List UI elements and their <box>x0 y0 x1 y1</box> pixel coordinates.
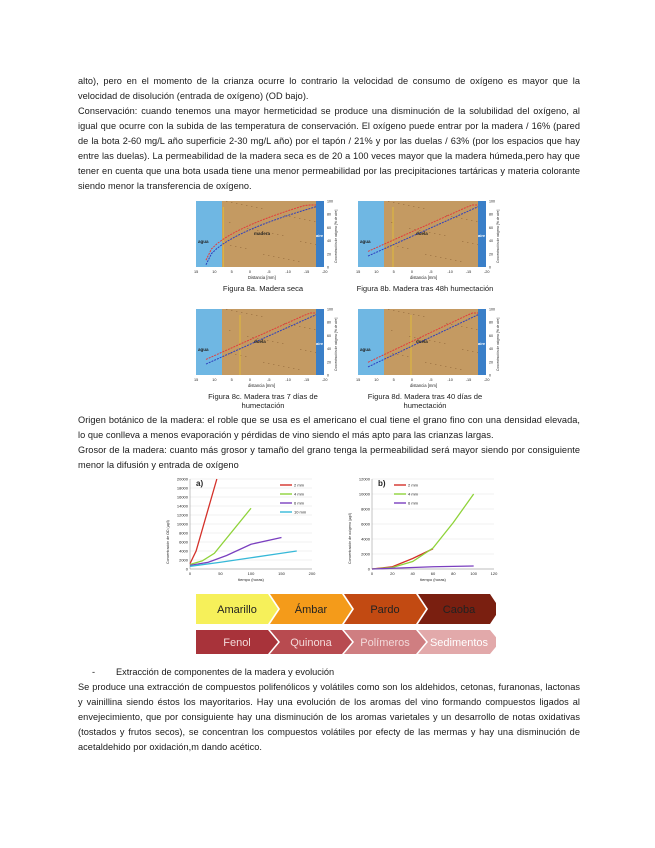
wood-grain <box>398 311 399 312</box>
label-wood: madera <box>254 231 271 236</box>
wood-grain <box>261 208 262 209</box>
x-tick-label: -20 <box>484 270 490 274</box>
wood-grain <box>414 337 415 338</box>
wood-grain <box>456 217 457 218</box>
wood-grain <box>288 367 289 368</box>
wood-grain <box>267 340 268 341</box>
x-tick-label: 15 <box>356 270 361 274</box>
wood-grain <box>305 350 306 351</box>
x-tick-label: 80 <box>451 571 456 576</box>
y-tick-label: 12000 <box>358 476 370 482</box>
y-tick-label: 6000 <box>179 539 188 545</box>
y-tick-label: 4000 <box>361 536 370 542</box>
y-tick-label: 2000 <box>179 557 188 563</box>
legend-label: 2 mm <box>294 482 304 488</box>
x-tick-label: 0 <box>248 378 251 382</box>
wood-grain <box>293 368 294 369</box>
wood-grain <box>256 315 257 316</box>
water-region <box>196 309 222 375</box>
x-tick-label: 150 <box>278 571 285 576</box>
wood-grain <box>314 329 315 330</box>
wood-grain <box>272 341 273 342</box>
series-line-6mm <box>190 538 282 566</box>
wood-grain <box>272 233 273 234</box>
x-tick-label: -20 <box>322 378 328 382</box>
x-axis-label: tiempo (horas) <box>238 577 264 582</box>
chart-a <box>164 473 324 591</box>
x-tick-label: 0 <box>248 270 251 274</box>
x-tick-label: -15 <box>465 270 472 274</box>
wood-grain <box>247 228 248 229</box>
x-tick-label: -5 <box>429 270 433 274</box>
wood-grain <box>294 325 295 326</box>
wood-grain <box>246 313 247 314</box>
x-tick-label: 10 <box>374 378 379 382</box>
wood-grain <box>388 309 389 310</box>
x-tick-label: -15 <box>465 378 472 382</box>
wood-grain <box>434 233 435 234</box>
x-tick-label: 10 <box>212 270 217 274</box>
y-tick-label: 18000 <box>176 485 188 491</box>
wood-grain <box>388 201 389 202</box>
series-line-4mm <box>190 508 251 564</box>
y-tick-label: 100 <box>327 199 333 204</box>
wood-grain <box>261 316 262 317</box>
wood-grain <box>440 365 441 366</box>
legend-label: 2 mm <box>408 482 418 488</box>
y-tick-label: 80 <box>489 212 493 217</box>
x-tick-label: 40 <box>410 571 415 576</box>
wood-grain <box>251 314 252 315</box>
wood-grain <box>282 343 283 344</box>
y-axis-label: Concentración de oxígeno [% de aire] <box>496 317 500 371</box>
wood-grain <box>445 258 446 259</box>
wood-grain <box>268 255 269 256</box>
x-tick-label: -15 <box>303 270 310 274</box>
figure-grid-wood-oxygen <box>188 197 498 413</box>
x-tick-label: 200 <box>308 571 316 576</box>
y-tick-label: 40 <box>489 239 493 244</box>
wood-grain <box>429 232 430 233</box>
paragraph-origen: Origen botánico de la madera: el roble que se usa es el americano el cual tiene el grano fino con una densidad elevada, lo que conlleva a menos evaporación y pérdidas de vino siendo el más apto para las crianzas largas. <box>78 415 580 440</box>
y-tick-label: 10000 <box>358 491 370 497</box>
x-tick-label: 15 <box>356 378 361 382</box>
wood-grain <box>407 356 408 357</box>
wood-grain <box>256 207 257 208</box>
x-tick-label: 0 <box>188 571 192 576</box>
label-agua: agua <box>198 347 209 352</box>
x-tick-label: 60 <box>430 571 436 576</box>
wood-grain <box>462 349 463 350</box>
y-tick-label: 100 <box>489 307 495 312</box>
wood-grain <box>263 362 264 363</box>
x-tick-label: 0 <box>370 571 374 576</box>
wood-grain <box>397 354 398 355</box>
y-tick-label: 80 <box>327 212 331 217</box>
wood-grain <box>283 366 284 367</box>
wood-grain <box>246 205 247 206</box>
wood-grain <box>289 216 290 217</box>
wood-grain <box>439 342 440 343</box>
figure-8d <box>350 305 500 410</box>
wood-grain <box>451 216 452 217</box>
x-axis-label: distancia [mm] <box>248 383 275 388</box>
wood-grain <box>435 364 436 365</box>
x-axis-label: Distancia [mm] <box>248 275 276 280</box>
water-region <box>196 201 222 267</box>
wood-grain <box>471 328 472 329</box>
wood-grain <box>460 261 461 262</box>
x-tick-label: 15 <box>194 270 199 274</box>
y-tick-label: 80 <box>327 320 331 325</box>
chevron-bottom-label: Sedimentos <box>429 637 489 649</box>
wood-grain <box>450 259 451 260</box>
thickness-charts <box>164 473 514 591</box>
y-tick-label: 0 <box>367 566 370 572</box>
chevron-bottom-label: Quinona <box>290 637 332 649</box>
y-tick-label: 0 <box>489 373 491 378</box>
chart-b <box>346 473 506 591</box>
figure-8b <box>350 197 500 293</box>
wood-grain <box>393 202 394 203</box>
chevron-top-label: Pardo <box>370 604 400 616</box>
label-agua: agua <box>198 239 209 244</box>
wood-grain <box>451 324 452 325</box>
chart-title: a) <box>196 479 204 488</box>
wood-grain <box>314 221 315 222</box>
y-tick-label: 60 <box>489 333 493 338</box>
wood-grain <box>294 217 295 218</box>
wood-grain <box>230 245 231 246</box>
y-tick-label: 4000 <box>179 548 188 554</box>
wood-grain <box>450 367 451 368</box>
wood-grain <box>304 219 305 220</box>
label-aire: aire <box>478 233 486 238</box>
paragraph-conservacion: Conservación: cuando tenemos una mayor hermeticidad se produce una disminución de la solubilidad del oxígeno, al igual que ocurre con la subida de las temperatura de conservación. El oxígeno puede entrar por la madera / 16% (pared de la bota 2-60 mg/L año superficie 2-30 mg/L año) por el tapón / 21% y por las duelas / 63% (por los espacios que hay entre las duelas). La permeabilidad de la madera seca es de 20 a 100 veces mayor que la madera húmeda,pero hay que tener en cuenta que una bota usada tiene una menor permeabilidad por las precipitaciones tartáricas y materia colorante siendo menor la transferencia de oxígeno. <box>78 106 580 191</box>
wood-grain <box>231 202 232 203</box>
wood-grain <box>462 241 463 242</box>
profile-plot <box>188 197 338 283</box>
wood-grain <box>236 311 237 312</box>
y-tick-label: 60 <box>327 225 331 230</box>
legend-label: 4 mm <box>294 491 304 497</box>
y-axis-label: Concentración de OD (µg/l) <box>166 520 170 564</box>
wood-grain <box>407 248 408 249</box>
wood-grain <box>309 328 310 329</box>
x-tick-label: -20 <box>322 270 328 274</box>
wood-grain <box>439 234 440 235</box>
wood-grain <box>282 235 283 236</box>
wood-grain <box>226 309 227 310</box>
y-tick-label: 100 <box>327 307 333 312</box>
x-tick-label: 10 <box>212 378 217 382</box>
wood-grain <box>229 330 230 331</box>
wood-grain <box>392 353 393 354</box>
wood-grain <box>289 324 290 325</box>
wood-grain <box>476 329 477 330</box>
wood-grain <box>241 204 242 205</box>
wood-grain <box>472 243 473 244</box>
wood-grain <box>231 310 232 311</box>
x-tick-label: 20 <box>390 571 395 576</box>
x-tick-label: -5 <box>267 270 271 274</box>
wood-grain <box>444 235 445 236</box>
figure-caption: Figura 8d. Madera tras 40 días de humectación <box>367 392 483 410</box>
y-tick-label: 8000 <box>179 530 188 536</box>
y-tick-label: 12000 <box>176 512 188 518</box>
document-page <box>78 74 580 755</box>
wood-grain <box>309 220 310 221</box>
wood-grain <box>403 204 404 205</box>
chevron-bottom-label: Polímeros <box>360 637 410 649</box>
figure-caption: Figura 8c. Madera tras 7 días de humectación <box>208 392 318 410</box>
y-tick-label: 16000 <box>176 494 188 500</box>
wood-grain <box>245 248 246 249</box>
y-tick-label: 20 <box>489 360 493 365</box>
wood-grain <box>229 222 230 223</box>
profile-plot <box>350 197 500 283</box>
wood-grain <box>430 363 431 364</box>
wood-grain <box>235 354 236 355</box>
x-tick-label: 100 <box>470 571 478 576</box>
wood-grain <box>393 310 394 311</box>
water-region <box>358 201 384 267</box>
wood-grain <box>444 343 445 344</box>
bullet-dash: - <box>92 667 96 677</box>
wood-grain <box>305 242 306 243</box>
y-tick-label: 0 <box>327 373 329 378</box>
wood-grain <box>423 316 424 317</box>
wood-grain <box>299 326 300 327</box>
legend-label: 10 mm <box>294 509 307 515</box>
paragraph-extraccion: Se produce una extracción de compuestos polifenólicos y volátiles como son los aldehidos, cetonas, furanonas, lactonas y vainillina siendo éstos los mayoritarios. Hay una evolución de los aromas del vino formando compuestos ligados al envejecimiento, que por consiguiente hay una disminución de los aromas varietales y un desarrollo de notas oxidativas (tostados y frutos secos), se concentran los compuestos volátiles por efecty de las mermas y hay una disminución de acetaldehido por oxidación,m dando acético. <box>78 682 580 752</box>
wood-grain <box>298 369 299 370</box>
x-tick-label: 5 <box>392 270 395 274</box>
wood-grain <box>429 340 430 341</box>
wood-grain <box>278 365 279 366</box>
wood-grain <box>423 208 424 209</box>
x-axis-label: distancia [mm] <box>410 383 437 388</box>
wood-grain <box>288 259 289 260</box>
y-tick-label: 20000 <box>176 476 188 482</box>
figure-caption: Figura 8a. Madera seca <box>222 284 304 293</box>
wood-grain <box>460 369 461 370</box>
chart-title: b) <box>378 479 386 488</box>
wood-grain <box>408 313 409 314</box>
wood-grain <box>455 368 456 369</box>
x-tick-label: 50 <box>218 571 223 576</box>
wood-grain <box>251 206 252 207</box>
wood-grain <box>398 203 399 204</box>
label-aire: aire <box>478 341 486 346</box>
x-tick-label: -10 <box>285 378 291 382</box>
wood-grain <box>283 258 284 259</box>
wood-grain <box>391 330 392 331</box>
wood-grain <box>277 342 278 343</box>
wood-grain <box>413 314 414 315</box>
y-tick-label: 20 <box>489 252 493 257</box>
figure-8c <box>188 305 338 410</box>
x-tick-label: -5 <box>429 378 433 382</box>
wood-grain <box>245 356 246 357</box>
bullet-text: Extracción de componentes de la madera y evolución <box>116 667 335 677</box>
legend-label: 6 mm <box>294 500 304 506</box>
wood-grain <box>226 201 227 202</box>
chevron-top-label: Ámbar <box>294 604 328 616</box>
legend-label: 4 mm <box>408 491 418 497</box>
wood-grain <box>430 255 431 256</box>
figure-8a <box>188 197 338 293</box>
y-tick-label: 100 <box>489 199 495 204</box>
wood-grain <box>472 351 473 352</box>
y-tick-label: 40 <box>489 347 493 352</box>
x-tick-label: -10 <box>447 378 453 382</box>
wood-grain <box>298 261 299 262</box>
y-tick-label: 8000 <box>361 506 370 512</box>
x-tick-label: -20 <box>484 378 490 382</box>
y-tick-label: 40 <box>327 347 331 352</box>
wood-grain <box>241 312 242 313</box>
wood-grain <box>247 336 248 337</box>
wood-grain <box>434 341 435 342</box>
label-wood: duela <box>416 231 428 236</box>
wood-grain <box>277 234 278 235</box>
x-tick-label: 10 <box>374 270 379 274</box>
x-tick-label: -15 <box>303 378 310 382</box>
series-line-4mm <box>372 491 474 569</box>
y-tick-label: 0 <box>327 265 329 270</box>
wood-grain <box>402 247 403 248</box>
paragraph-grosor: Grosor de la madera: cuanto más grosor y tamaño del grano tenga la permeabilidad será mayor siendo por consiguiente menor la difusión y entrada de oxígeno <box>78 445 580 470</box>
wood-grain <box>273 256 274 257</box>
wood-grain <box>300 241 301 242</box>
wood-grain <box>284 215 285 216</box>
wood-grain <box>471 220 472 221</box>
y-tick-label: 60 <box>489 225 493 230</box>
wood-grain <box>304 327 305 328</box>
series-line-2mm <box>372 549 433 569</box>
y-tick-label: 20 <box>327 252 331 257</box>
wood-grain <box>310 351 311 352</box>
wood-grain <box>440 257 441 258</box>
wood-grain <box>408 205 409 206</box>
x-tick-label: 120 <box>490 571 498 576</box>
wood-grain <box>235 246 236 247</box>
y-tick-label: 0 <box>185 566 188 572</box>
x-tick-label: 100 <box>247 571 255 576</box>
label-agua: agua <box>360 347 371 352</box>
x-tick-label: 5 <box>392 378 395 382</box>
wood-grain <box>435 256 436 257</box>
wood-grain <box>293 260 294 261</box>
profile-plot <box>350 305 500 391</box>
profile-plot <box>188 305 338 391</box>
wood-grain <box>391 222 392 223</box>
color-evolution-diagram <box>196 594 496 656</box>
wood-grain <box>310 243 311 244</box>
wood-grain <box>461 218 462 219</box>
y-axis-label: Concentración de oxígeno [% de aire] <box>496 209 500 263</box>
y-axis-label: Concentración de oxígeno [% de aire] <box>334 317 338 371</box>
figure-caption: Figura 8b. Madera tras 48h humectación <box>356 284 494 293</box>
y-tick-label: 80 <box>489 320 493 325</box>
wood-grain <box>413 206 414 207</box>
y-axis-label: Concentración de oxígeno (µg/l) <box>348 512 352 564</box>
y-tick-label: 20 <box>327 360 331 365</box>
x-tick-label: 0 <box>410 378 413 382</box>
wood-grain <box>300 349 301 350</box>
wood-grain <box>467 350 468 351</box>
chevron-bottom-label: Fenol <box>223 637 251 649</box>
wood-grain <box>425 362 426 363</box>
chevron-top-label: Amarillo <box>217 604 257 616</box>
y-tick-label: 6000 <box>361 521 370 527</box>
label-aire: aire <box>316 233 324 238</box>
wood-grain <box>418 315 419 316</box>
chevron-top-label: Caoba <box>442 604 476 616</box>
wood-grain <box>273 364 274 365</box>
wood-grain <box>299 218 300 219</box>
wood-grain <box>268 363 269 364</box>
x-tick-label: 5 <box>230 270 233 274</box>
x-tick-label: -5 <box>267 378 271 382</box>
x-tick-label: 5 <box>230 378 233 382</box>
wood-grain <box>263 254 264 255</box>
wood-grain <box>476 221 477 222</box>
wood-grain <box>236 203 237 204</box>
y-tick-label: 40 <box>327 239 331 244</box>
wood-grain <box>278 257 279 258</box>
wood-grain <box>466 219 467 220</box>
label-agua: agua <box>360 239 371 244</box>
x-tick-label: -10 <box>447 270 453 274</box>
wood-grain <box>240 247 241 248</box>
wood-grain <box>445 366 446 367</box>
y-tick-label: 0 <box>489 265 491 270</box>
wood-grain <box>418 207 419 208</box>
x-tick-label: 15 <box>194 378 199 382</box>
wood-grain <box>409 228 410 229</box>
y-axis-label: Concentración de oxígeno [% de aire] <box>334 209 338 263</box>
x-tick-label: 0 <box>410 270 413 274</box>
label-aire: aire <box>316 341 324 346</box>
x-tick-label: -10 <box>285 270 291 274</box>
wood-grain <box>425 254 426 255</box>
wood-grain <box>446 323 447 324</box>
wood-grain <box>467 242 468 243</box>
y-tick-label: 14000 <box>176 503 188 509</box>
label-wood: duela <box>254 339 266 344</box>
y-tick-label: 10000 <box>176 521 188 527</box>
wood-grain <box>397 246 398 247</box>
label-wood: duela <box>416 339 428 344</box>
x-axis-label: tiempo (horas) <box>420 577 446 582</box>
y-tick-label: 2000 <box>361 551 370 557</box>
wood-grain <box>466 327 467 328</box>
bullet-item <box>92 665 580 680</box>
wood-grain <box>402 355 403 356</box>
wood-grain <box>403 312 404 313</box>
wood-grain <box>409 336 410 337</box>
y-tick-label: 60 <box>327 333 331 338</box>
x-axis-label: distancia [mm] <box>410 275 437 280</box>
paragraph-intro: alto), pero en el momento de la crianza ocurre lo contrario la velocidad de consumo de oxígeno es mayor que la velocidad de disolución (entrada de oxígeno) (OD bajo). <box>78 76 580 101</box>
legend-label: 6 mm <box>408 500 418 506</box>
wood-grain <box>461 326 462 327</box>
wood-grain <box>455 260 456 261</box>
